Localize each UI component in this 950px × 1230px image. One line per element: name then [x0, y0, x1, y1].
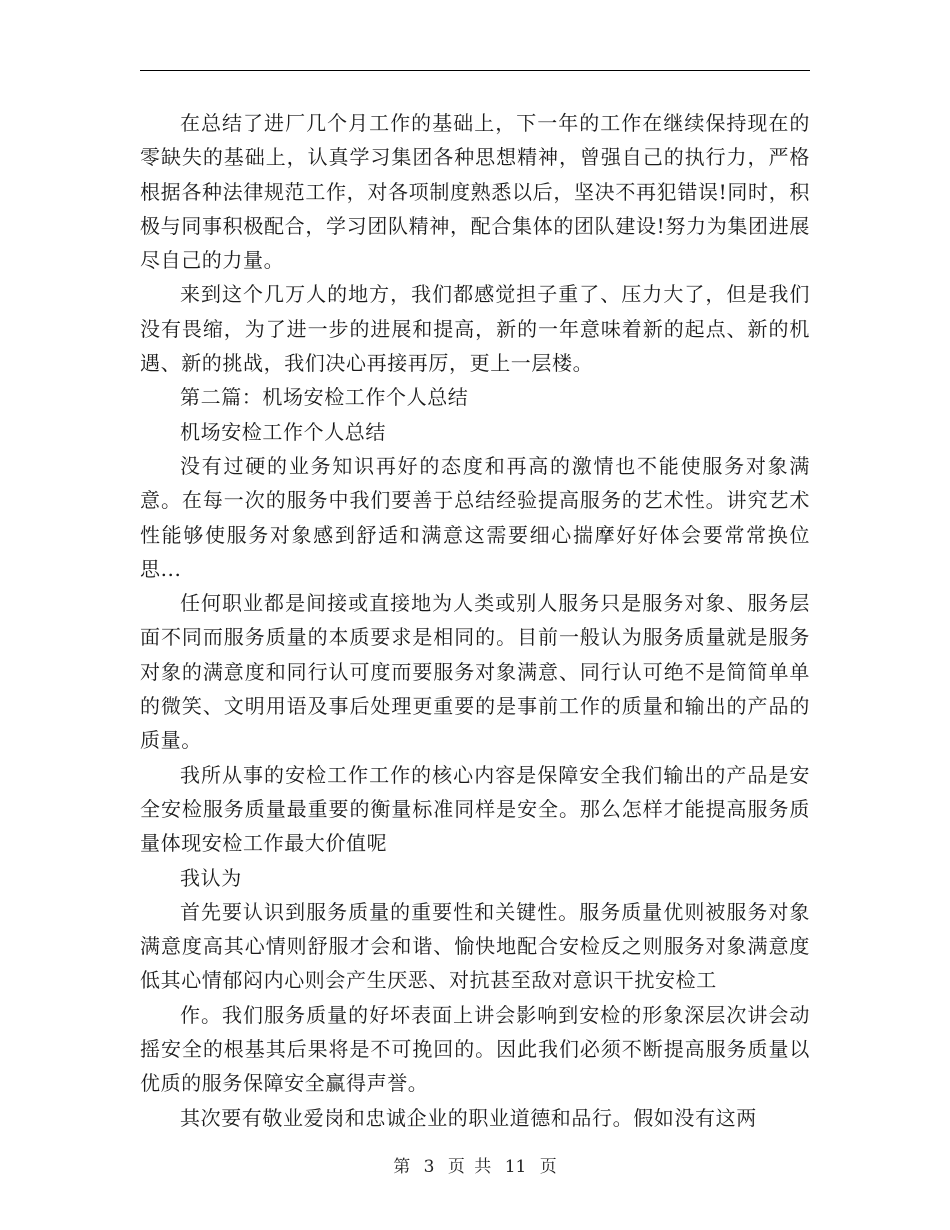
paragraph: 我所从事的安检工作工作的核心内容是保障安全我们输出的产品是安全安检服务质量最重要的衡量标准同样是安全。那么怎样才能提高服务质量体现安检工作最大价值呢 [140, 762, 810, 856]
paragraph: 没有过硬的业务知识再好的态度和再高的激情也不能使服务对象满意。在每一次的服务中我们要善于总结经验提高服务的艺术性。讲究艺术性能够使服务对象感到舒适和满意这需要细心揣摩好好体会要常常换位思... [140, 453, 810, 581]
footer-prefix: 第 [393, 1157, 411, 1177]
footer-suffix: 页 [539, 1157, 557, 1177]
paragraph: 在总结了进厂几个月工作的基础上，下一年的工作在继续保持现在的零缺失的基础上，认真学习集团各种思想精神，曾强自己的执行力，严格根据各种法律规范工作，对各项制度熟悉以后，坚决不再犯错误!同时，积极与同事积极配合，学习团队精神，配合集体的团队建设!努力为集团进展尽自己的力量。 [140, 111, 810, 273]
page-footer [0, 1152, 950, 1177]
footer-middle: 页 共 [447, 1157, 492, 1177]
paragraph: 作。我们服务质量的好坏表面上讲会影响到安检的形象深层次讲会动摇安全的根基其后果将是不可挽回的。因此我们必须不断提高服务质量以优质的服务保障安全赢得声誉。 [140, 1002, 810, 1096]
article-title: 机场安检工作个人总结 [180, 419, 386, 444]
header-rule [140, 70, 810, 71]
total-page-count: 11 [504, 1157, 527, 1177]
document-body [140, 106, 810, 1135]
current-page-number: 3 [423, 1157, 435, 1177]
paragraph: 来到这个几万人的地方，我们都感觉担子重了、压力大了，但是我们没有畏缩，为了进一步的进展和提高，新的一年意味着新的起点、新的机遇、新的挑战，我们决心再接再厉，更上一层楼。 [140, 282, 810, 376]
section-heading: 第二篇：机场安检工作个人总结 [180, 385, 469, 410]
paragraph: 我认为 [180, 865, 242, 890]
paragraph: 其次要有敬业爱岗和忠诚企业的职业道德和品行。假如没有这两 [180, 1105, 757, 1130]
paragraph: 首先要认识到服务质量的重要性和关键性。服务质量优则被服务对象满意度高其心情则舒服才会和谐、愉快地配合安检反之则服务对象满意度低其心情郁闷内心则会产生厌恶、对抗甚至敌对意识干扰安检工 [140, 899, 810, 993]
paragraph: 任何职业都是间接或直接地为人类或别人服务只是服务对象、服务层面不同而服务质量的本质要求是相同的。目前一般认为服务质量就是服务对象的满意度和同行认可度而要服务对象满意、同行认可绝不是简简单单的微笑、文明用语及事后处理更重要的是事前工作的质量和输出的产品的质量。 [140, 591, 810, 753]
